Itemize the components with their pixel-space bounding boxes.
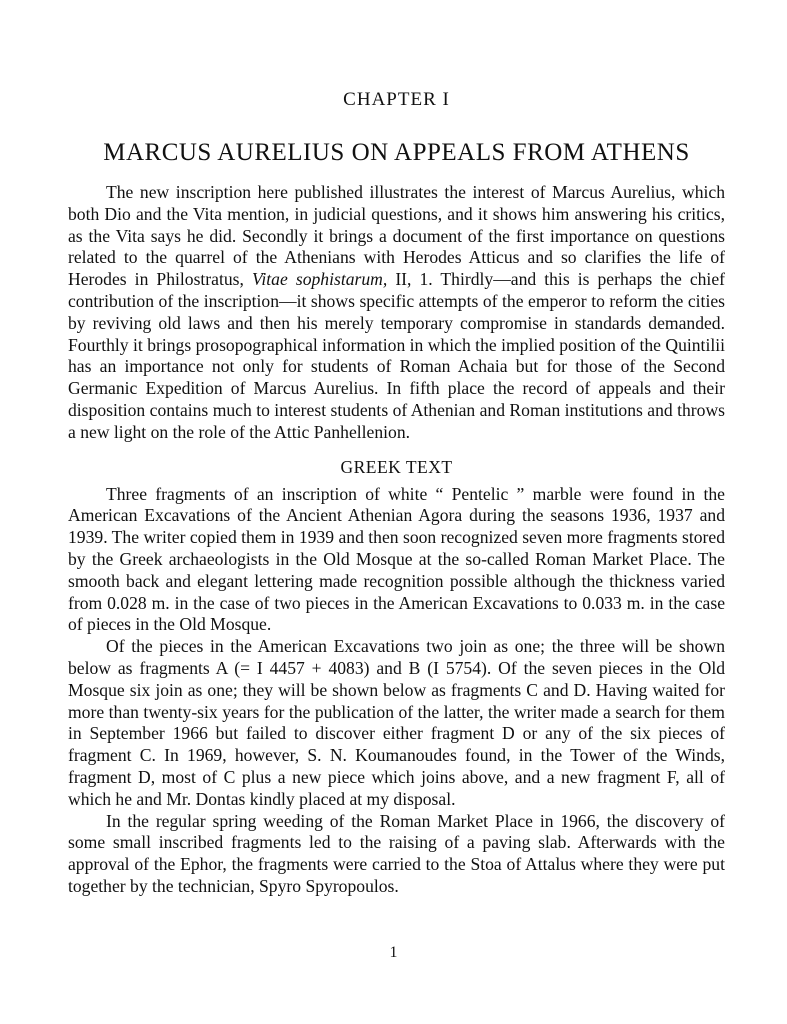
document-page [68,88,725,898]
chapter-label: CHAPTER I [343,89,450,110]
intro-text-start: The new inscription here published illustrates the interest of Marcus Aurelius, which both Dio and the Vita mention, in judicial questions, and it shows him answering his critics, as the Vita says he did. Secondly it brings a document of the first importance on questions related to the quarrel of the Athenians with Herodes Atticus and so clarifies the life of Herodes in Philostratus, [68,182,725,290]
body-paragraph: Of the pieces in the American Excavations two join as one; the three will be shown below as fragments A (= I 4457 + 4083) and B (I 5754). Of the seven pieces in the Old Mosque six join as one; they will be shown below as fragments C and D. Having waited for more than twenty-six years for the publication of the latter, the writer made a search for them in September 1966 but failed to discover either fragment D or any of the six pieces of fragment C. In 1969, however, S. N. Koumanoudes found, in the Tower of the Winds, fragment D, most of C plus a new piece which joins above, and a new fragment F, all of which he and Mr. Dontas kindly placed at my disposal. [68,636,725,809]
section-heading-greek-text: GREEK TEXT [340,456,453,477]
body-paragraph: In the regular spring weeding of the Roman Market Place in 1966, the discovery of some small inscribed fragments led to the raising of a paving slab. Afterwards with the approval of the Ephor, the fragments were carried to the Stoa of Attalus where they were put together by the technician, Spyro Spyropoulos. [68,810,725,896]
work-title-italic: Vitae sophistarum, [251,269,388,290]
intro-text-end: II, 1. Thirdly—and this is perhaps the chief contribution of the inscription—it shows specific attempts of the emperor to reform the cities by reviving old laws and then his merely temporary compromise in standards demanded. Fourthly it brings prosopographical information in which the implied position of the Quintilii has an importance not only for students of Roman Achaia but for those of the Second Germanic Expedition of Marcus Aurelius. In fifth place the record of appeals and their disposition contains much to interest students of Athenian and Roman institutions and throws a new light on the role of the Attic Panhellenion. [68,269,725,442]
body-paragraph: Three fragments of an inscription of white “ Pentelic ” marble were found in the American Excavations of the Ancient Athenian Agora during the seasons 1936, 1937 and 1939. The writer copied them in 1939 and then soon recognized seven more fragments stored by the Greek archaeologists in the Old Mosque at the so-called Roman Market Place. The smooth back and elegant lettering made recognition possible although the thickness varied from 0.028 m. in the case of two pieces in the American Excavations to 0.033 m. in the case of pieces in the Old Mosque. [68,483,725,635]
page-number: 1 [389,944,398,961]
chapter-title: MARCUS AURELIUS ON APPEALS FROM ATHENS [103,139,690,166]
intro-paragraph [68,182,725,444]
